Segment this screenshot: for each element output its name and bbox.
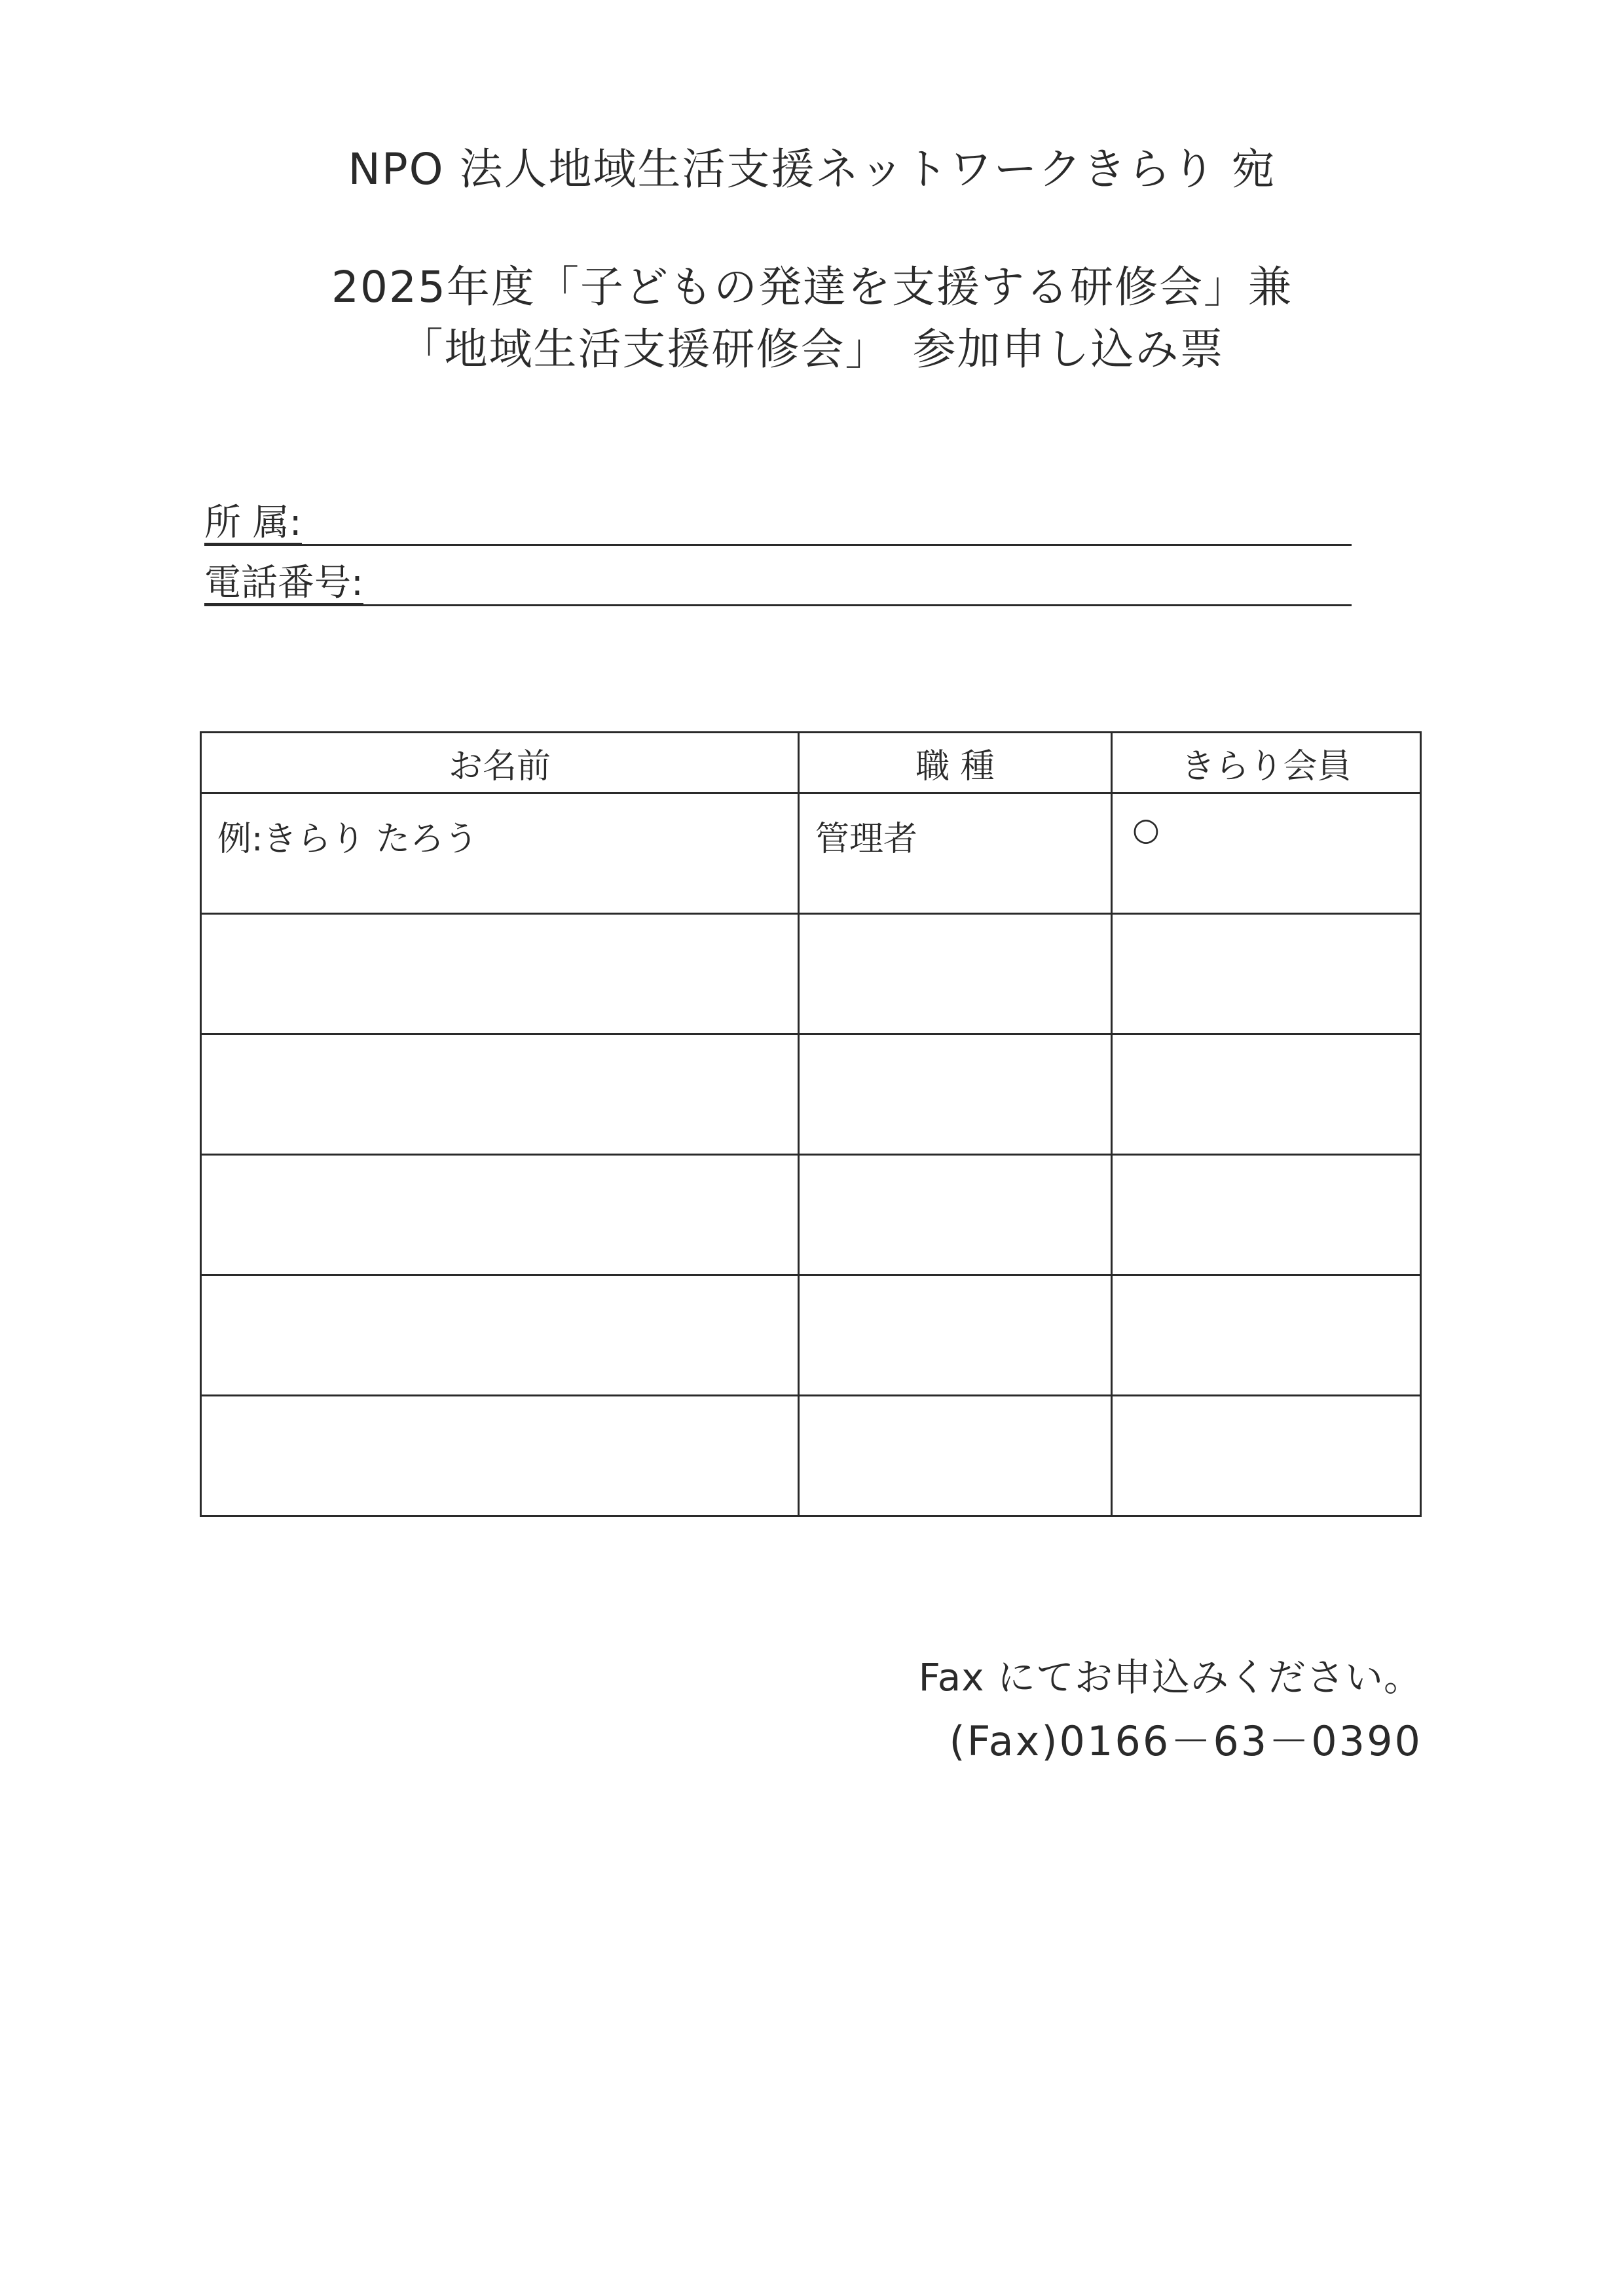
cell-text xyxy=(202,1035,798,1052)
table-row xyxy=(201,914,1421,1034)
cell-text xyxy=(202,915,798,932)
form-title-line-2: 「地域生活支援研修会」 参加申し込み票 xyxy=(399,324,1225,374)
table-header-row xyxy=(201,733,1421,793)
phone-field[interactable] xyxy=(204,561,1352,606)
name-cell[interactable] xyxy=(201,1034,799,1155)
header-occupation: 職 種 xyxy=(799,733,1112,793)
cell-text xyxy=(800,1396,1111,1413)
member-cell[interactable] xyxy=(1112,1275,1421,1396)
member-cell[interactable] xyxy=(1112,1396,1421,1516)
name-cell[interactable] xyxy=(201,1155,799,1275)
fax-instruction: Fax にてお申込みください。 xyxy=(918,1655,1422,1700)
name-cell[interactable] xyxy=(201,1396,799,1516)
header-name: お名前 xyxy=(201,733,799,793)
cell-text xyxy=(202,1396,798,1413)
table-row xyxy=(201,1396,1421,1516)
cell-text xyxy=(1113,1156,1420,1173)
table-row xyxy=(201,1275,1421,1396)
participant-table xyxy=(200,731,1422,1517)
name-cell[interactable] xyxy=(201,1275,799,1396)
occupation-cell[interactable] xyxy=(799,1155,1112,1275)
cell-text xyxy=(202,1156,798,1173)
cell-text xyxy=(800,1156,1111,1173)
occupation-cell[interactable] xyxy=(799,914,1112,1034)
cell-text xyxy=(1113,915,1420,932)
affiliation-label: 所 属: xyxy=(204,501,302,544)
affiliation-field[interactable] xyxy=(204,501,1352,546)
occupation-cell[interactable] xyxy=(799,1034,1112,1155)
occupation-cell[interactable] xyxy=(799,1396,1112,1516)
member-cell[interactable] xyxy=(1112,1155,1421,1275)
occupation-cell[interactable] xyxy=(799,1275,1112,1396)
occupation-cell[interactable] xyxy=(799,793,1112,914)
name-cell[interactable] xyxy=(201,793,799,914)
name-cell[interactable] xyxy=(201,914,799,1034)
table-row xyxy=(201,1155,1421,1275)
addressee-line: NPO 法人地域生活支援ネットワークきらり 宛 xyxy=(348,144,1276,194)
cell-text xyxy=(1113,1276,1420,1293)
member-circle-mark: ○ xyxy=(1132,811,1160,848)
table-row xyxy=(201,1034,1421,1155)
cell-text xyxy=(800,1035,1111,1052)
cell-text xyxy=(202,1276,798,1293)
cell-text xyxy=(1113,1035,1420,1052)
member-cell[interactable] xyxy=(1112,793,1421,914)
member-cell[interactable] xyxy=(1112,914,1421,1034)
table-row-example xyxy=(201,793,1421,914)
cell-text xyxy=(800,915,1111,932)
phone-label: 電話番号: xyxy=(204,562,363,604)
example-name: 例:きらり たろう xyxy=(217,820,479,859)
form-title-line-1: 2025年度「子どもの発達を支援する研修会」兼 xyxy=(331,262,1293,312)
cell-text xyxy=(800,1276,1111,1293)
fax-number: (Fax)0166－63－0390 xyxy=(949,1717,1422,1765)
cell-text xyxy=(1113,1396,1420,1413)
example-occupation: 管理者 xyxy=(815,820,918,859)
member-cell[interactable] xyxy=(1112,1034,1421,1155)
header-kirari-member: きらり会員 xyxy=(1112,733,1421,793)
